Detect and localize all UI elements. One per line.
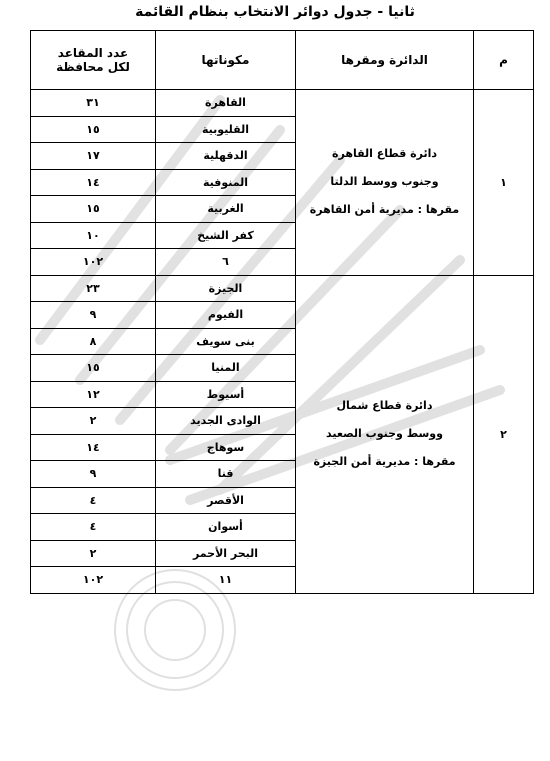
header-circuit: الدائرة ومقرها [296,31,474,90]
seat-count: ١٥ [31,196,156,223]
table-body [31,90,534,594]
governorate-name: الفيوم [156,302,296,329]
seat-count: ١٤ [31,434,156,461]
circuit-description-line: مقرها : مديرية أمن القاهرة [309,203,460,217]
circuit-description-line: ووسط وجنوب الصعيد [326,427,443,440]
seat-count: ٢٣ [31,275,156,302]
electoral-circuits-table [30,30,534,594]
governorate-name: قنا [156,461,296,488]
circuit-description [296,90,474,276]
page-title: ثانيا - جدول دوائر الانتخاب بنظام القائمة [135,4,415,20]
governorate-name: المنوفية [156,169,296,196]
circuit-description-line: وجنوب ووسط الدلتا [330,175,439,189]
seat-count: ١٢ [31,381,156,408]
header-seats-line2: لكل محافظة [56,60,130,74]
governorate-name: القليوبية [156,116,296,143]
seat-count: ١٤ [31,169,156,196]
seat-count: ١٠٢ [31,567,156,594]
seat-count: ٢ [31,408,156,435]
seat-count: ٣١ [31,90,156,117]
governorate-name: الأقصر [156,487,296,514]
header-seats [31,31,156,90]
governorate-name: الجيزة [156,275,296,302]
header-components: مكوناتها [156,31,296,90]
governorate-name: أسيوط [156,381,296,408]
circuit-number: ٢ [474,275,534,593]
seat-count: ١٥ [31,355,156,382]
governorate-name: الوادى الجديد [156,408,296,435]
header-number: م [474,31,534,90]
governorate-name: ٦ [156,249,296,276]
circuit-description-line: مقرها : مديرية أمن الجيزة [313,455,456,468]
governorate-name: الدقهلية [156,143,296,170]
seat-count: ٩ [31,302,156,329]
circuit-description [296,275,474,593]
circuit-number: ١ [474,90,534,276]
table-row [31,90,534,117]
governorate-name: بنى سويف [156,328,296,355]
governorate-name: كفر الشيخ [156,222,296,249]
seat-count: ٤ [31,514,156,541]
governorate-name: القاهرة [156,90,296,117]
seat-count: ٢ [31,540,156,567]
seat-count: ٩ [31,461,156,488]
seat-count: ٨ [31,328,156,355]
table-row [31,275,534,302]
header-seats-line1: عدد المقاعد [57,46,129,60]
circuit-description-line: دائرة قطاع القاهرة [331,147,437,161]
circuit-description-line: دائرة قطاع شمال [336,399,433,412]
seat-count: ١٥ [31,116,156,143]
seat-count: ١٧ [31,143,156,170]
seat-count: ٤ [31,487,156,514]
table-header-row [31,31,534,90]
governorate-name: أسوان [156,514,296,541]
governorate-name: ١١ [156,567,296,594]
governorate-name: البحر الأحمر [156,540,296,567]
governorate-name: المنيا [156,355,296,382]
governorate-name: الغربية [156,196,296,223]
governorate-name: سوهاج [156,434,296,461]
seat-count: ١٠ [31,222,156,249]
seat-count: ١٠٢ [31,249,156,276]
